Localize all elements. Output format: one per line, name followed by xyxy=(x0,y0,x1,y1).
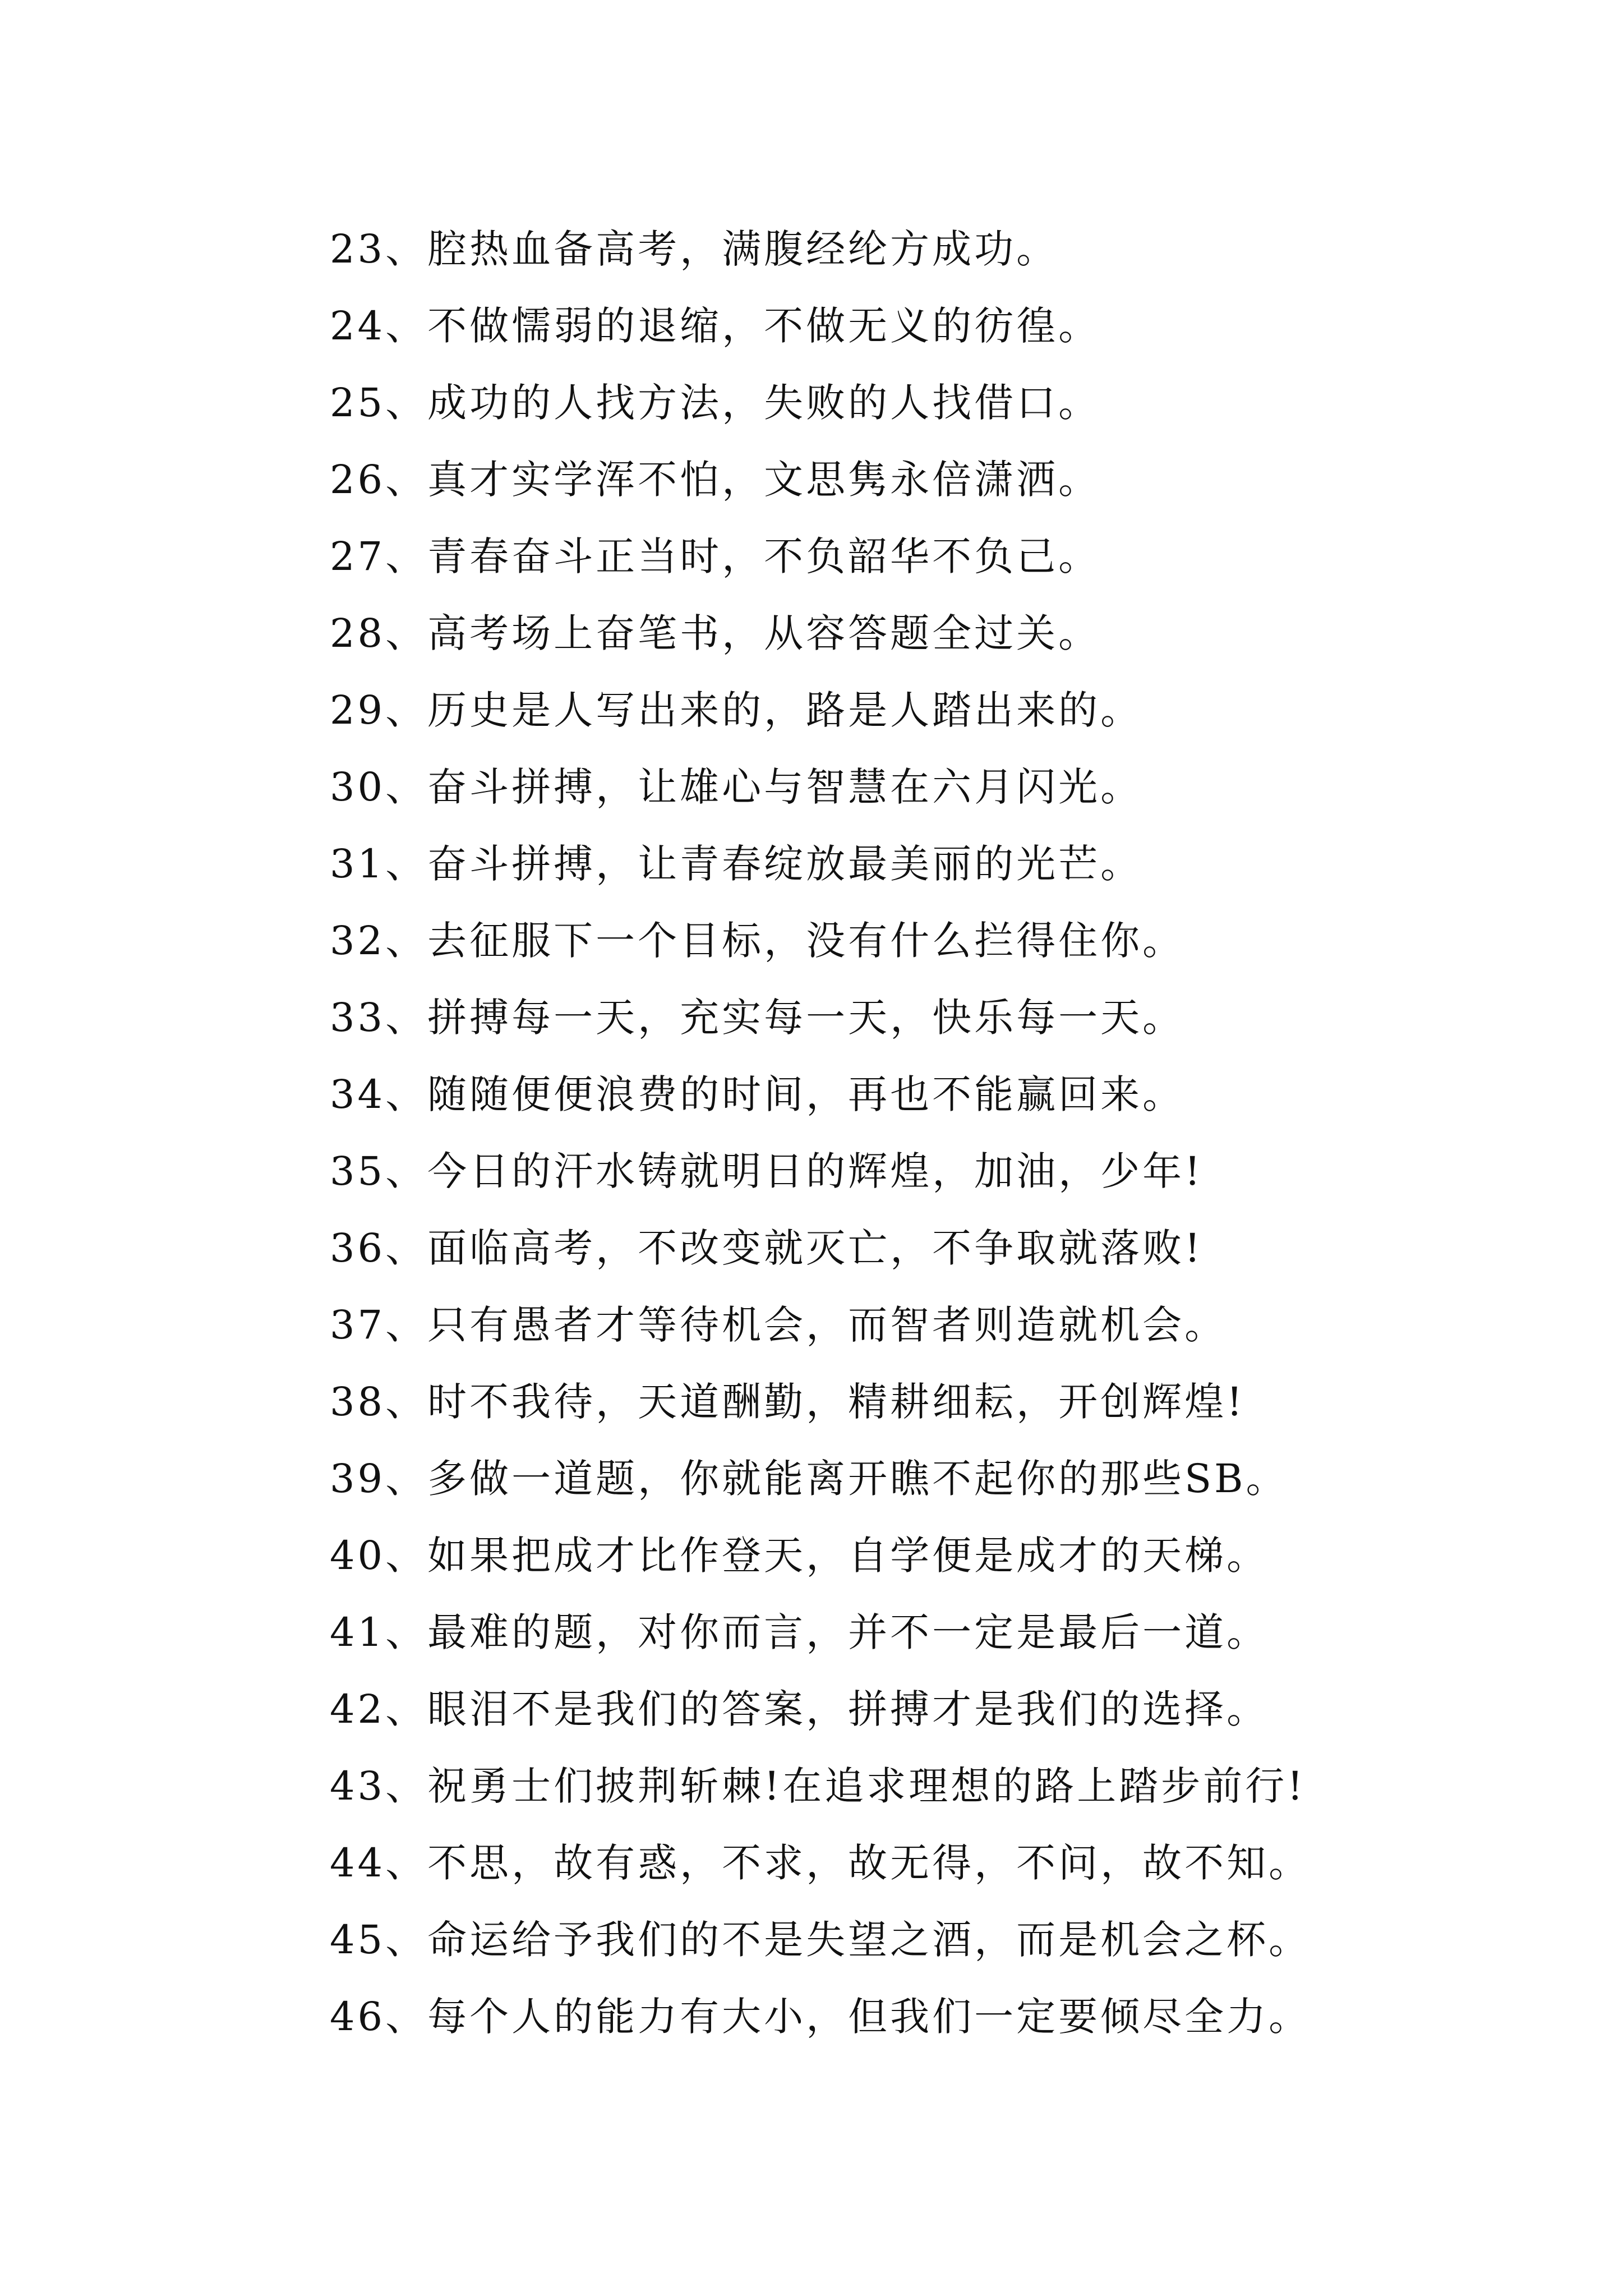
list-item: 30、奋斗拼搏，让雄心与智慧在六月闪光。 xyxy=(330,764,1143,810)
list-item: 36、面临高考，不改变就灭亡，不争取就落败! xyxy=(330,1225,1204,1271)
list-item: 28、高考场上奋笔书，从容答题全过关。 xyxy=(330,610,1101,656)
list-item: 31、奋斗拼搏，让青春绽放最美丽的光芒。 xyxy=(330,841,1143,887)
list-item: 29、历史是人写出来的，路是人踏出来的。 xyxy=(330,687,1143,733)
list-item: 42、眼泪不是我们的答案，拼搏才是我们的选择。 xyxy=(330,1686,1269,1732)
list-item: 41、最难的题，对你而言，并不一定是最后一道。 xyxy=(330,1609,1269,1655)
list-item: 43、祝勇士们披荆斩棘!在追求理想的路上踏步前行! xyxy=(330,1763,1306,1809)
list-item: 24、不做懦弱的退缩，不做无义的彷徨。 xyxy=(330,303,1101,349)
list-item: 23、腔热血备高考，满腹经纶方成功。 xyxy=(330,226,1059,272)
list-item: 32、去征服下一个目标，没有什么拦得住你。 xyxy=(330,918,1185,964)
list-item: 27、青春奋斗正当时，不负韶华不负己。 xyxy=(330,533,1101,579)
list-item: 25、成功的人找方法，失败的人找借口。 xyxy=(330,380,1101,426)
quote-list xyxy=(330,211,1586,2055)
list-item: 35、今日的汗水铸就明日的辉煌，加油，少年! xyxy=(330,1148,1204,1194)
list-item: 26、真才实学浑不怕，文思隽永倍潇洒。 xyxy=(330,457,1101,503)
list-item: 44、不思，故有惑，不求，故无得，不问，故不知。 xyxy=(330,1840,1311,1886)
list-item: 38、时不我待，天道酬勤，精耕细耘，开创辉煌! xyxy=(330,1379,1246,1425)
list-item: 40、如果把成才比作登天，自学便是成才的天梯。 xyxy=(330,1533,1269,1579)
list-item: 45、命运给予我们的不是失望之酒，而是机会之杯。 xyxy=(330,1917,1311,1963)
list-item: 46、每个人的能力有大小，但我们一定要倾尽全力。 xyxy=(330,1994,1311,2040)
list-item: 33、拼搏每一天，充实每一天，快乐每一天。 xyxy=(330,995,1185,1041)
list-item: 34、随随便便浪费的时间，再也不能赢回来。 xyxy=(330,1071,1185,1117)
list-item: 39、多做一道题，你就能离开瞧不起你的那些SB。 xyxy=(330,1456,1288,1502)
list-item: 37、只有愚者才等待机会，而智者则造就机会。 xyxy=(330,1302,1227,1348)
